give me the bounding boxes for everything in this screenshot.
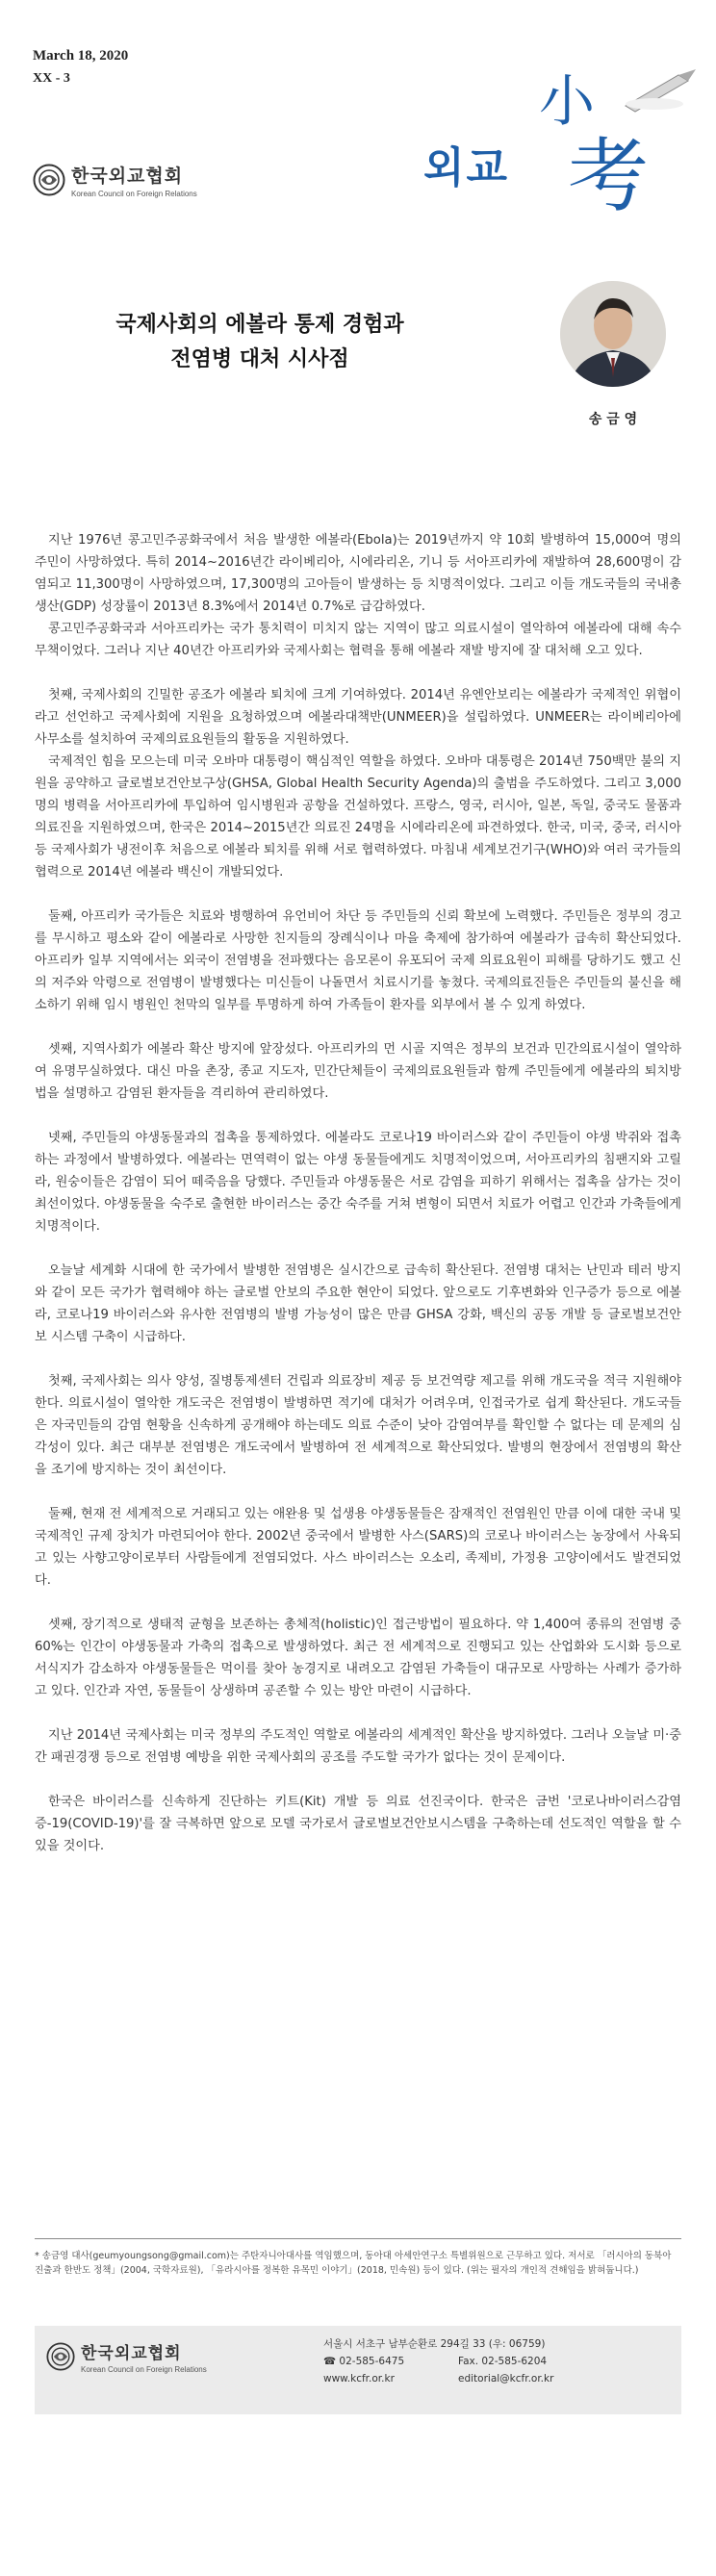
body-paragraph: 첫째, 국제사회의 긴밀한 공조가 에볼라 퇴치에 크게 기여하였다. 2014년 유엔안보리는 에볼라가 국제적인 위협이라고 선언하고 국제사회에 지원을 요청하였으며 에볼라대책반(UNMEER)을 설립하였다. UNMEER는 라이베리아에 사무소를 설치하여 국제의료요원들의 활동을 지원하였다. bbox=[35, 688, 681, 747]
footer-logo-name-en: Korean Council on Foreign Relations bbox=[81, 2365, 207, 2374]
body-paragraph: 지난 2014년 국제사회는 미국 정부의 주도적인 역할로 에볼라의 세계적인 확산을 방지하였다. 그러나 오늘날 미·중 간 패권경쟁 등으로 전염병 예방을 위한 국제사회의 공조를 주도할 국가가 없다는 것이 문제이다. bbox=[35, 1728, 681, 1765]
series-word-oe: 외교 bbox=[423, 143, 510, 192]
footer-tel: 02-585-6475 bbox=[339, 2356, 405, 2367]
body-paragraph: 첫째, 국제사회는 의사 양성, 질병통제센터 건립과 의료장비 제공 등 보건역량 제고를 위해 개도국을 적극 지원해야 한다. 의료시설이 열악한 개도국은 전염병이 발병하면 적기에 대처가 어려우며, 인접국가로 쉽게 확산된다. 개도국들은 자국민들의 감염 현황을 신속하게 공개해야 하는데도 의료 수준이 낮아 감염여부를 확인할 수 없다는 데 문제의 심각성이 있다. 최근 대부분 전염병은 개도국에서 발병하여 전 세계적으로 확산되었다. 발병의 현장에서 전염병의 확산을 조기에 방지하는 것이 최선이다. bbox=[35, 1374, 681, 1477]
issue-date: March 18, 2020 bbox=[33, 48, 129, 64]
logo-name-en: Korean Council on Foreign Relations bbox=[71, 190, 197, 198]
footer-logo bbox=[46, 2339, 207, 2374]
body-paragraph: 둘째, 현재 전 세계적으로 거래되고 있는 애완용 및 섭생용 야생동물들은 잠재적인 전염원인 만큼 이에 대한 국내 및 국제적인 규제 장치가 마련되어야 한다. 2002년 중국에서 발병한 사스(SARS)의 코로나 바이러스는 농장에서 사육되고 있는 사향고양이로부터 사람들에게 전염되었다. 사스 바이러스는 오소리, 족제비, 가정용 고양이에서도 발견되었다. bbox=[35, 1507, 681, 1588]
logo-name-ko: 한국외교협회 bbox=[71, 166, 184, 187]
footer-emblem-icon bbox=[46, 2342, 75, 2371]
author-footnote: * 송금영 대사(geumyoungsong@gmail.com)는 주탄자니아대사를 역임했으며, 동아대 아세안연구소 특별위원으로 근무하고 있다. 저서로 「러시아의 동북아 진출과 한반도 정책」(2004, 국학자료원), 「유라시아를 정복한 유목민 이야기」(2018, 민속원) 등이 있다. (위는 필자의 개인적 견해임을 밝혀둡니다.) bbox=[35, 2238, 681, 2278]
article-title-line2: 전염병 대처 시사점 bbox=[170, 347, 349, 371]
footer-phone bbox=[323, 2353, 458, 2370]
body-paragraph: 오늘날 세계화 시대에 한 국가에서 발병한 전염병은 실시간으로 급속히 확산된다. 전염병 대처는 난민과 테러 방지와 같이 모든 국가가 협력해야 하는 글로벌 안보의 주요한 현안이 되었다. 앞으로도 기후변화와 인구증가 등으로 에볼라, 코로나19 바이러스와 유사한 전염병의 발병 가능성이 많은 만큼 GHSA 강화, 백신의 공동 개발 등 글로벌보건안보 시스템 구축이 시급하다. bbox=[35, 1263, 681, 1344]
footer-logo-name-ko: 한국외교협회 bbox=[81, 2344, 182, 2363]
series-char-so: 小 bbox=[539, 68, 596, 134]
body-paragraph: 둘째, 아프리카 국가들은 치료와 병행하여 유언비어 차단 등 주민들의 신뢰 확보에 노력했다. 주민들은 정부의 경고를 무시하고 평소와 같이 에볼라로 사망한 친지들의 장례식이나 마을 축제에 참가하여 에볼라가 급속히 확산되었다. 아프리카 일부 지역에서는 외국이 전염병을 전파했다는 음모론이 유포되어 국제 의료요원이 피해를 당하기도 했고 신의 저주와 악령으로 전염병이 발병했다는 미신들이 나돌면서 치료시기를 놓쳤다. 국제의료진들은 주민들의 불신을 해소하기 위해 임시 병원인 천막의 일부를 투명하게 하여 가족들이 환자를 외부에서 볼 수 있게 하였다. bbox=[35, 909, 681, 1012]
body-paragraph: 지난 1976년 콩고민주공화국에서 처음 발생한 에볼라(Ebola)는 2019년까지 약 10회 발병하여 15,000여 명의 주민이 사망하였다. 특히 2014~2016년간 라이베리아, 시에라리온, 기니 등 서아프리카에 재발하여 28,600명이 감염되고 11,300명이 사망하였으며, 17,300명의 고아들이 발생하는 등 치명적이었다. 그리고 이들 개도국들의 국내총생산(GDP) 성장률이 2013년 8.3%에서 2014년 0.7%로 급감하였다. bbox=[35, 533, 681, 614]
body-paragraph: 콩고민주공화국과 서아프리카는 국가 통치력이 미치지 않는 지역이 많고 의료시설이 열악하여 에볼라에 대해 속수무책이었다. 그러나 지난 40년간 아프리카와 국제사회는 협력을 통해 에볼라 재발 방지에 잘 대처해 오고 있다. bbox=[35, 622, 681, 658]
author-name: 송 금 영 bbox=[588, 412, 638, 427]
footer-contact bbox=[323, 2335, 553, 2387]
article-body bbox=[35, 529, 681, 1857]
body-paragraph: 셋째, 지역사회가 에볼라 확산 방지에 앞장섰다. 아프리카의 먼 시골 지역은 정부의 보건과 민간의료시설이 열악하여 유명무실하였다. 대신 마을 촌장, 종교 지도자, 민간단체들이 국제의료요원들과 함께 주민들에게 에볼라의 퇴치방법을 설명하고 감염된 환자들을 격리하여 관리하였다. bbox=[35, 1042, 681, 1101]
article-title bbox=[67, 308, 452, 377]
kcfr-logo bbox=[33, 162, 197, 198]
footer-fax: Fax. 02-585-6204 bbox=[458, 2356, 548, 2367]
series-char-go: 考 bbox=[568, 129, 650, 223]
body-paragraph: 셋째, 장기적으로 생태적 균형을 보존하는 총체적(holistic)인 접근방법이 필요하다. 약 1,400여 종류의 전염병 중 60%는 인간이 야생동물과 가축의 접촉으로 발생하였다. 최근 전 세계적으로 진행되고 있는 산업화와 도시화 등으로 서식지가 감소하자 야생동물들은 먹이를 찾아 농경지로 내려오고 감염된 가축들이 대규모로 사망하는 사례가 증가하고 있다. 인간과 자연, 동물들이 상생하며 공존할 수 있는 방안 마련이 시급하다. bbox=[35, 1618, 681, 1698]
body-paragraph: 국제적인 힘을 모으는데 미국 오바마 대통령이 핵심적인 역할을 하였다. 오바마 대통령은 2014년 750백만 불의 지원을 공약하고 글로벌보건안보구상(GHSA, Global Health Security Agenda)의 출범을 주도하였다. 그리고 3,000명의 병력을 서아프리카에 투입하여 임시병원과 공항을 건설하였다. 프랑스, 영국, 러시아, 일본, 독일, 중국도 물품과 의료진을 지원하였으며, 한국은 2014~2015년간 의료진 24명을 시에라리온에 파견하였다. 한국, 미국, 중국, 러시아 등 국제사회가 냉전이후 처음으로 에볼라 퇴치를 위해 서로 협력하였다. 마침내 세계보건기구(WHO)와 여러 국가들의 협력으로 2014년 에볼라 백신이 개발되었다. bbox=[35, 754, 681, 880]
body-paragraph: 한국은 바이러스를 신속하게 진단하는 키트(Kit) 개발 등 의료 선진국이다. 한국은 금번 '코로나바이러스감염증-19(COVID-19)'를 잘 극복하면 앞으로 모델 국가로서 글로벌보건안보시스템을 구축하는데 선도적인 역할을 할 수 있을 것이다. bbox=[35, 1795, 681, 1853]
footer-email[interactable]: editorial@kcfr.or.kr bbox=[458, 2373, 554, 2385]
author-portrait bbox=[560, 281, 666, 387]
fountain-pen-icon bbox=[621, 67, 698, 115]
issue-number: XX - 3 bbox=[33, 71, 70, 86]
body-paragraph: 넷째, 주민들의 야생동물과의 접촉을 통제하였다. 에볼라도 코로나19 바이러스와 같이 주민들이 야생 박쥐와 접촉하는 과정에서 발병하였다. 에볼라는 면역력이 없는 야생 동물들에게도 치명적이었으며, 서아프리카의 침팬지와 고릴라, 원숭이들은 감염이 되어 떼죽음을 당했다. 주민들과 야생동물은 서로 감염을 피하기 위해서는 접촉을 삼가는 것이 최선이었다. 야생동물을 숙주로 출현한 바이러스는 중간 숙주를 거쳐 변형이 되면서 치료가 어렵고 인간과 가축들에게 치명적이다. bbox=[35, 1131, 681, 1234]
footer-address: 서울시 서초구 남부순환로 294길 33 (우: 06759) bbox=[323, 2338, 546, 2350]
phone-icon: ☎ bbox=[323, 2356, 340, 2367]
emblem-icon bbox=[33, 164, 65, 196]
article-title-line1: 국제사회의 에볼라 통제 경험과 bbox=[115, 313, 404, 337]
series-title bbox=[423, 38, 703, 223]
footer-web[interactable]: www.kcfr.or.kr bbox=[323, 2373, 395, 2385]
footer bbox=[35, 2326, 681, 2414]
